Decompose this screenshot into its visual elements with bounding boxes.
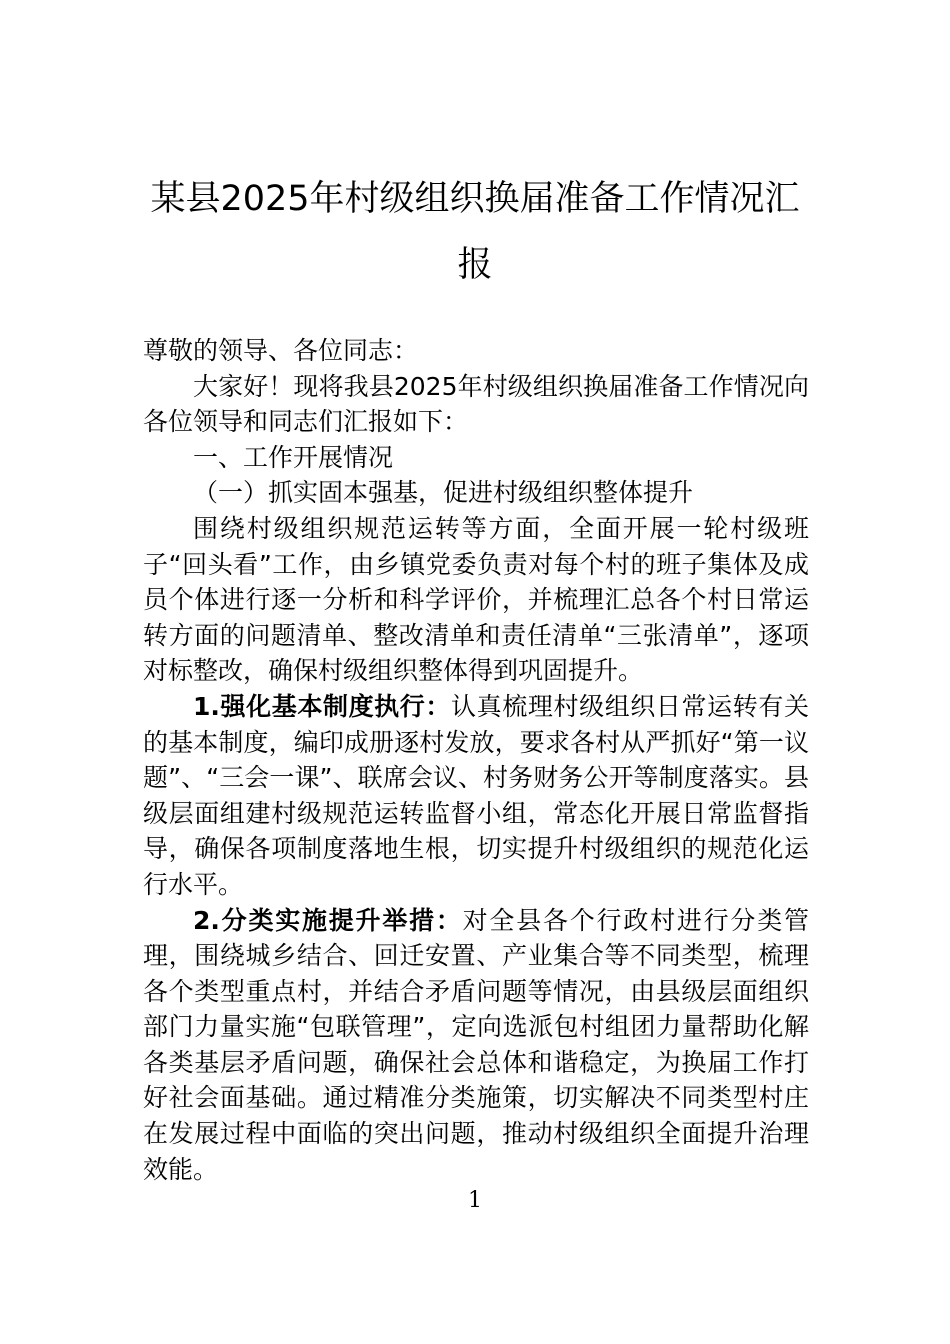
page-number: 1 <box>468 1188 482 1213</box>
salutation: 尊敬的领导、各位同志： <box>143 336 419 365</box>
body-paragraph: 围绕村级组织规范运转等方面，全面开展一轮村级班子“回头看”工作，由乡镇党委负责对每个村的班子集体及成员个体进行逐一分析和科学评价，并梳理汇总各个村日常运转方面的问题清单、整改清单和责任清单“三张清单”，逐项对标整改，确保村级组织整体得到巩固提升。 <box>143 513 809 686</box>
list-item-1-text: 认真梳理村级组织日常运转有关的基本制度，编印成册逐村发放，要求各村从严抓好“第一议题”、“三会一课”、联席会议、村务财务公开等制度落实。县级层面组建村级规范运转监督小组，常态化开展日常监督指导，确保各项制度落地生根，切实提升村级组织的规范化运行水平。 <box>143 691 809 899</box>
intro-paragraph: 大家好！现将我县2025年村级组织换届准备工作情况向各位领导和同志们汇报如下： <box>143 371 809 437</box>
subsection-heading: （一）抓实固本强基，促进村级组织整体提升 <box>193 478 694 508</box>
list-item-2-text: 对全县各个行政村进行分类管理，围绕城乡结合、回迁安置、产业集合等不同类型，梳理各个类型重点村，并结合矛盾问题等情况，由县级层面组织部门力量实施“包联管理”，定向选派包村组团力量帮助化解各类基层矛盾问题，确保社会总体和谐稳定，为换届工作打好社会面基础。通过精准分类施策，切实解决不同类型村庄在发展过程中面临的突出问题，推动村级组织全面提升治理效能。 <box>143 905 809 1184</box>
list-item-1-lead: 1.强化基本制度执行： <box>193 691 452 721</box>
document-title: 某县2025年村级组织换届准备工作情况汇报 <box>150 179 800 285</box>
list-item-2 <box>143 903 809 1188</box>
list-item-1 <box>143 689 809 903</box>
document-body <box>143 333 809 1187</box>
list-item-2-lead: 2.分类实施提升举措： <box>193 905 463 935</box>
section-heading: 一、工作开展情况 <box>193 442 394 472</box>
